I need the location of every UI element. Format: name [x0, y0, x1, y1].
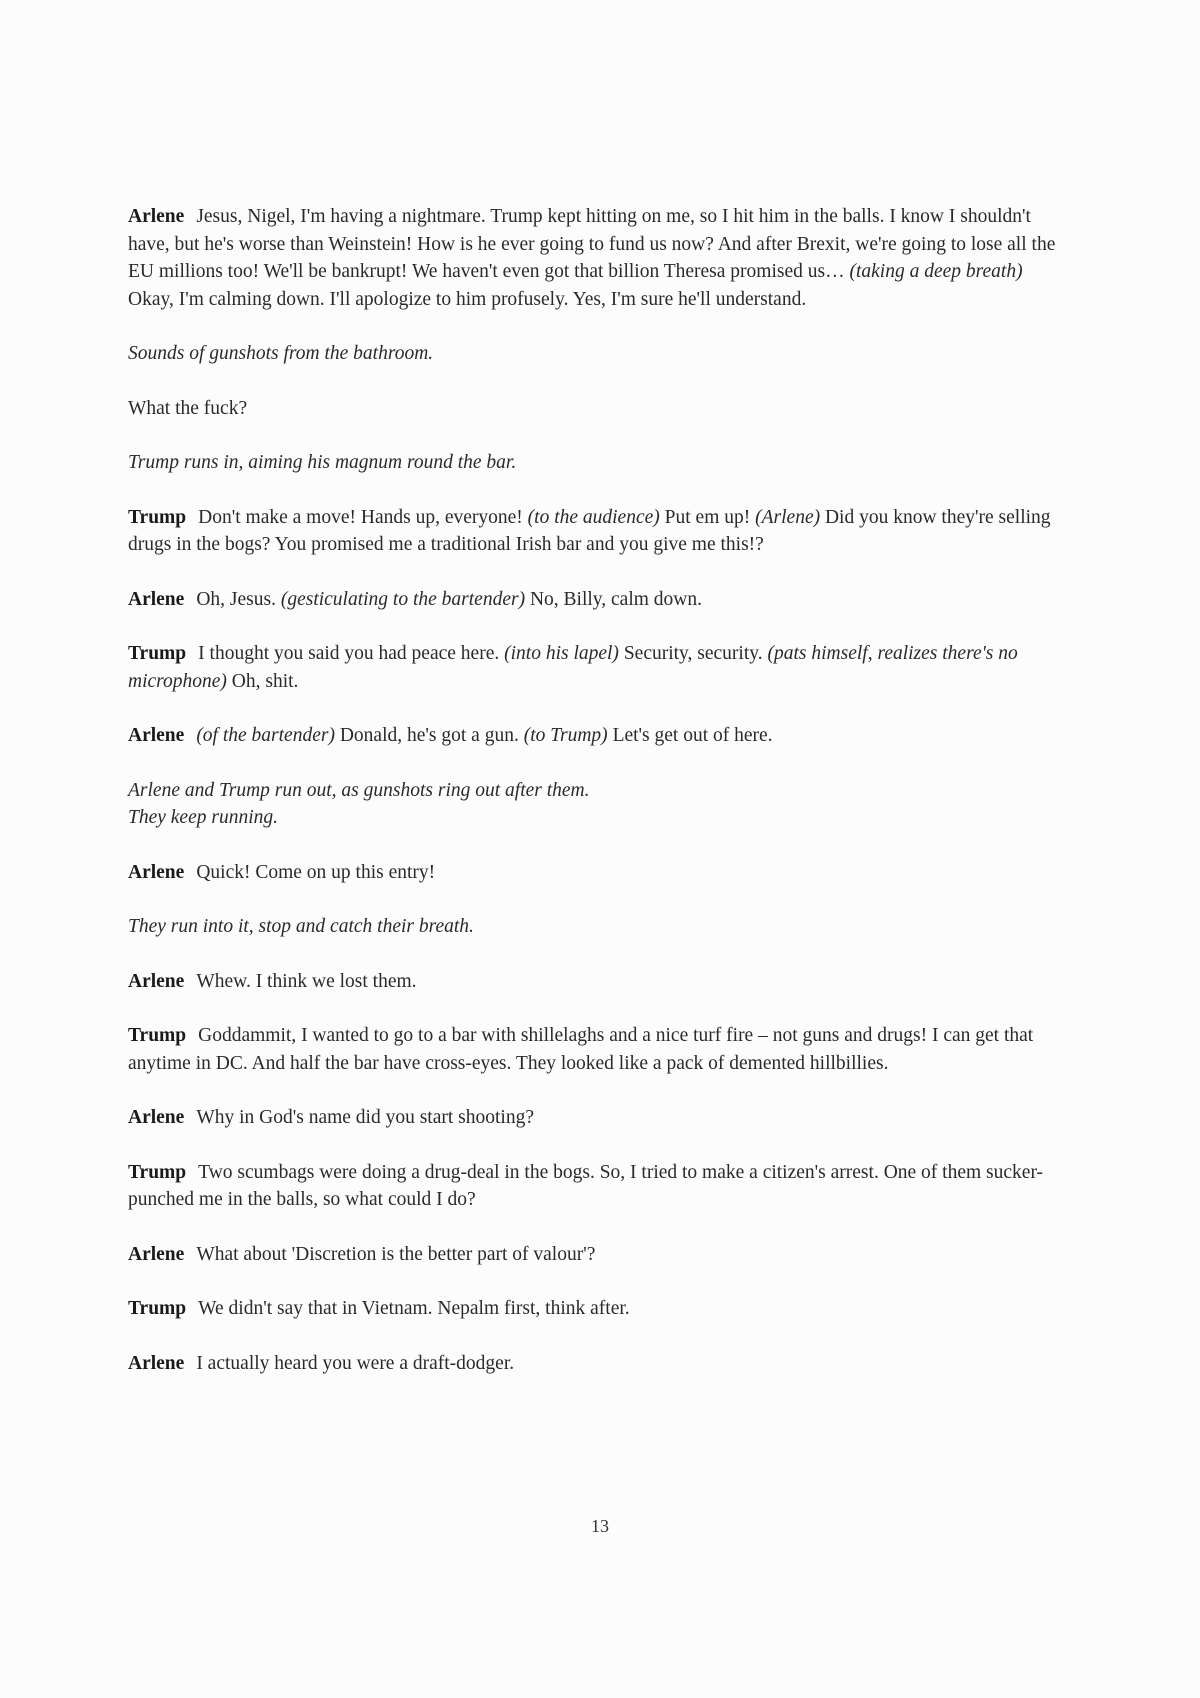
dialogue-line: [128, 1295, 1073, 1323]
dialogue-text: Let's get out of here.: [607, 725, 773, 746]
speaker-name: Arlene: [128, 970, 185, 992]
speaker-name: Arlene: [128, 206, 185, 227]
dialogue-line: [128, 1104, 1073, 1132]
parenthetical-direction: (to Trump): [523, 725, 608, 746]
dialogue-text: Why in God's name did you start shooting?: [196, 1107, 534, 1128]
script-body: [128, 203, 1073, 1404]
dialogue-text: Did you know they're selling drugs in the bogs? You promised me a traditional Irish bar and you give me this!?: [128, 506, 1051, 555]
dialogue-line: [128, 722, 1073, 750]
stage-direction-line: They run into it, stop and catch their breath.: [128, 916, 474, 937]
stage-direction-line: Arlene and Trump run out, as gunshots ring out after them.: [128, 779, 590, 801]
parenthetical-direction: (to the audience): [527, 506, 660, 528]
dialogue-text: What about 'Discretion is the better part of valour'?: [196, 1243, 596, 1265]
dialogue-text: Okay, I'm calming down. I'll apologize to him profusely. Yes, I'm sure he'll understand.: [128, 288, 807, 310]
dialogue-text: Jesus, Nigel, I'm having a nightmare. Trump kept hitting on me, so I hit him in the balls. I know I shouldn't have, but he's worse than Weinstein! How is he ever going to fund us now? And after Brexit, we're going to lose all the EU millions too! We'll be bankrupt! We haven't even got that billion Theresa promised us…: [128, 206, 1056, 282]
speaker-name: Arlene: [128, 725, 185, 746]
stage-direction-line: They keep running.: [128, 807, 279, 828]
dialogue-text: Put em up!: [659, 506, 756, 528]
speaker-name: Trump: [128, 1025, 187, 1046]
parenthetical-direction: (into his lapel): [504, 643, 619, 664]
speaker-name: Arlene: [128, 1243, 185, 1265]
dialogue-line: [128, 640, 1073, 695]
speaker-name: Arlene: [128, 588, 185, 610]
dialogue-text: I actually heard you were a draft-dodger.: [196, 1352, 515, 1374]
stage-direction-line: Sounds of gunshots from the bathroom.: [128, 343, 434, 364]
dialogue-text: We didn't say that in Vietnam. Nepalm first, think after.: [198, 1298, 630, 1319]
parenthetical-direction: (gesticulating to the bartender): [280, 588, 526, 610]
stage-direction-line: Trump runs in, aiming his magnum round the bar.: [128, 452, 517, 473]
dialogue-text: Goddammit, I wanted to go to a bar with shillelaghs and a nice turf fire – not guns and drugs! I can get that anytime in DC. And half the bar have cross-eyes. They looked like a pack of demented hillbillies.: [128, 1025, 1034, 1074]
speaker-name: Trump: [128, 1298, 187, 1319]
speaker-name: Arlene: [128, 1352, 185, 1374]
parenthetical-direction: (taking a deep breath): [849, 261, 1023, 282]
dialogue-line: [128, 504, 1073, 559]
speaker-name: Trump: [128, 506, 187, 528]
speaker-name: Trump: [128, 643, 187, 664]
dialogue-line: [128, 1159, 1073, 1214]
dialogue-text: Two scumbags were doing a drug-deal in the bogs. So, I tried to make a citizen's arrest. One of them sucker-punched me in the balls, so what could I do?: [128, 1161, 1044, 1210]
dialogue-line: [128, 1241, 1073, 1269]
parenthetical-direction: (of the bartender): [196, 725, 335, 746]
dialogue-text: Donald, he's got a gun.: [334, 725, 524, 746]
parenthetical-direction: (Arlene): [755, 506, 821, 528]
dialogue-line: [128, 1022, 1073, 1077]
dialogue-text: I thought you said you had peace here.: [198, 643, 505, 664]
dialogue-text: Oh, Jesus.: [196, 588, 281, 610]
speaker-name: Arlene: [128, 1107, 185, 1128]
dialogue-line: [128, 859, 1073, 887]
dialogue-text: What the fuck?: [128, 397, 248, 419]
dialogue-text: Security, security.: [618, 643, 768, 664]
stage-direction: [128, 777, 1073, 832]
dialogue-line: [128, 1350, 1073, 1378]
page-number: 13: [591, 1516, 609, 1536]
dialogue-text: No, Billy, calm down.: [525, 588, 703, 610]
dialogue-text: Oh, shit.: [226, 670, 299, 692]
dialogue-line: [128, 586, 1073, 614]
dialogue-line: [128, 395, 1073, 423]
dialogue-line: [128, 968, 1073, 996]
speaker-name: Trump: [128, 1161, 187, 1183]
stage-direction: [128, 913, 1073, 941]
dialogue-text: Don't make a move! Hands up, everyone!: [198, 506, 528, 528]
parenthetical-direction: (pats himself, realizes there's no microphone): [128, 643, 1018, 692]
dialogue-text: Whew. I think we lost them.: [196, 970, 417, 992]
stage-direction: [128, 340, 1073, 368]
dialogue-line: [128, 203, 1073, 313]
stage-direction: [128, 449, 1073, 477]
dialogue-text: Quick! Come on up this entry!: [196, 861, 436, 883]
speaker-name: Arlene: [128, 861, 185, 883]
